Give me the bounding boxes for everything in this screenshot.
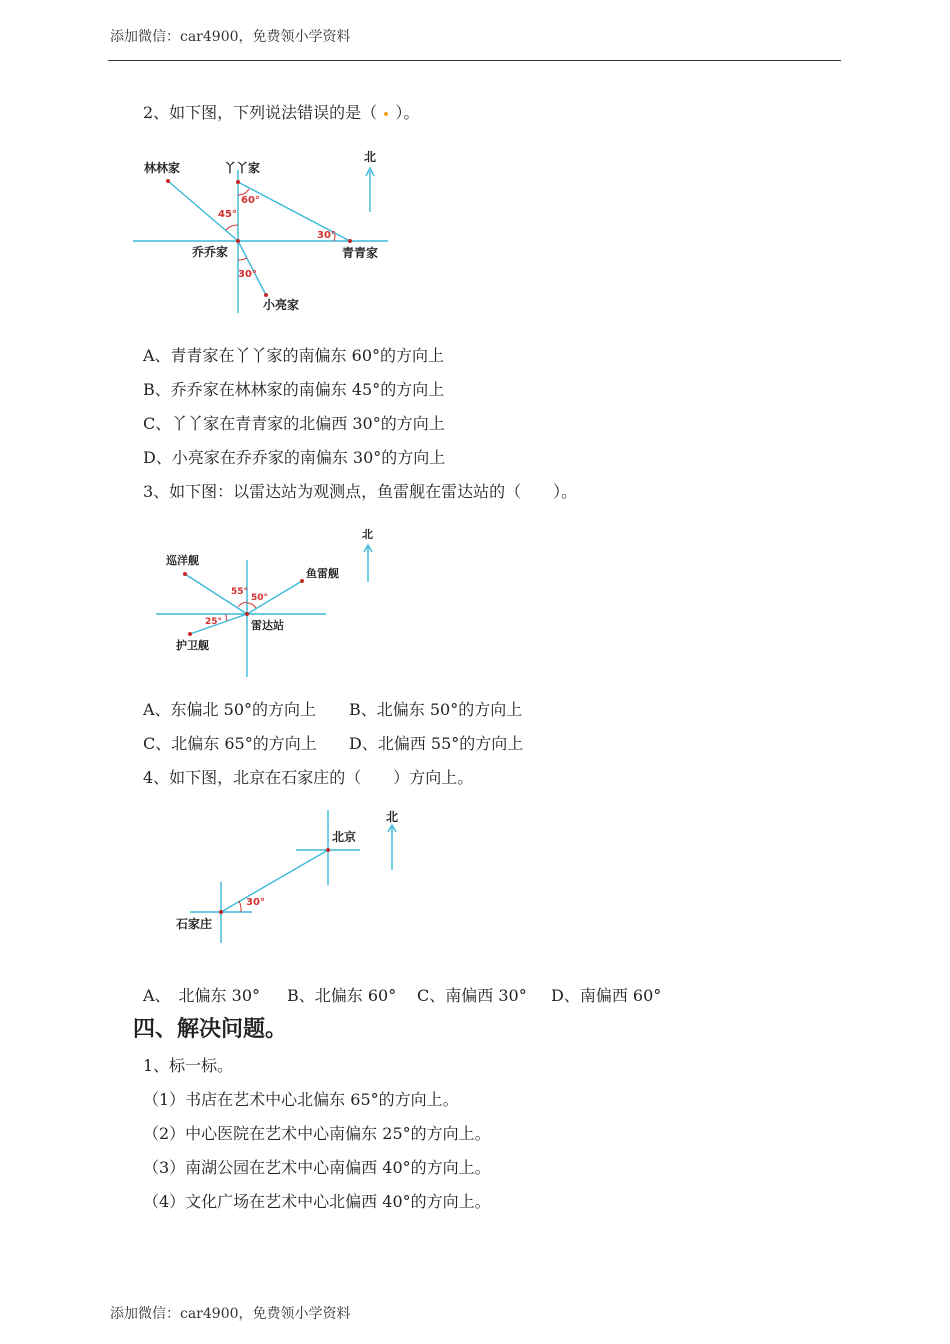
q4-arc-30 [239,901,241,912]
q3-north-label: 北 [362,528,373,541]
q2-dot-linlin [166,179,170,183]
q4-label-sjz: 石家庄 [176,917,213,931]
q3-option-a: A、东偏北 50°的方向上 [143,700,317,719]
q4-dot-sjz [219,910,223,914]
q3-angle-50: 50° [251,593,269,603]
q3-label-escort: 护卫舰 [176,639,209,652]
q3-stem: 3、如下图：以雷达站为观测点，鱼雷舰在雷达站的（ ）。 [143,482,578,501]
q2-option-c: C、丫丫家在青青家的北偏西 30°的方向上 [143,414,445,433]
q4-connecting-line [221,850,328,912]
q4-option-c: C、南偏西 30° [417,986,527,1005]
q3-option-b: B、北偏东 50°的方向上 [349,700,523,719]
q2-north-label: 北 [364,150,377,164]
q2-arc-30-south [238,258,247,260]
q2-figure [130,145,400,320]
q3-dot-cruiser [183,572,187,576]
answer-blank-mark [384,112,388,116]
q4-option-d: D、南偏西 60° [551,986,662,1005]
q2-option-a: A、青青家在丫丫家的南偏东 60°的方向上 [143,346,445,365]
q4-stem [143,765,473,788]
q4-dot-beijing [326,848,330,852]
q2-angle-30-south: 30° [238,269,257,280]
q2-label-xiaoliang: 小亮家 [263,298,300,312]
q2-label-yaya: 丫丫家 [224,161,261,175]
q3-figure [150,525,390,685]
q4-stem-end: 在石家庄的（ ）方向上。 [265,768,474,787]
section-heading: 四、解决问题。 [133,1017,288,1042]
q3-angle-25: 25° [205,617,223,627]
q2-dot-xiaoliang [264,293,268,297]
q3-option-c: C、北偏东 65°的方向上 [143,734,317,753]
q2-label-qiaoqiao: 乔乔家 [192,245,229,259]
q3-angle-55: 55° [231,587,249,597]
q4-label-beijing: 北京 [332,830,357,844]
s4-item-1: （1）书店在艺术中心北偏东 65°的方向上。 [143,1090,459,1109]
q3-dot-escort [188,632,192,636]
page-header: 添加微信：car4900，免费领小学资料 [110,29,351,45]
q2-option-b: B、乔乔家在林林家的南偏东 45°的方向上 [143,380,445,399]
q3-label-cruiser: 巡洋舰 [166,554,199,567]
q3-dot-torpedo [300,579,304,583]
q2-arc-45 [226,225,238,230]
q4-north-label: 北 [386,810,399,824]
s4-q1-stem: 1、标一标。 [143,1056,234,1075]
q3-arc-25 [226,614,227,621]
q2-dot-yaya [236,180,240,184]
s4-item-2: （2）中心医院在艺术中心南偏东 25°的方向上。 [143,1124,491,1143]
s4-item-4: （4）文化广场在艺术中心北偏西 40°的方向上。 [143,1192,491,1211]
q3-option-d: D、北偏西 55°的方向上 [349,734,524,753]
q2-angle-60: 60° [241,195,260,206]
q4-figure [170,805,410,950]
header-rule [108,60,841,61]
q2-label-qingqing: 青青家 [342,246,379,260]
q3-label-torpedo: 鱼雷舰 [306,567,339,580]
q2-dot-qiaoqiao [236,239,240,243]
q4-stem-start: 4、如下图，北京 [143,768,266,787]
q3-label-radar: 雷达站 [251,619,284,632]
q2-option-d: D、小亮家在乔乔家的南偏东 30°的方向上 [143,448,446,467]
q3-dot-radar [245,612,249,616]
q4-angle-30: 30° [246,897,265,908]
q3-arc-55 [238,602,247,607]
q2-angle-30-east: 30° [317,230,336,241]
q2-line-xiaoliang [238,241,266,295]
q2-stem [143,100,419,123]
q4-option-a: A、 北偏东 30° [143,986,261,1005]
q2-stem-start: 2、如下图，下列说法错误的是（ [143,103,378,122]
q2-label-linlin: 林林家 [144,161,181,175]
q4-option-b: B、北偏东 60° [287,986,397,1005]
q2-dot-qingqing [348,239,352,243]
q2-stem-end: ）。 [395,103,420,122]
s4-item-3: （3）南湖公园在艺术中心南偏西 40°的方向上。 [143,1158,491,1177]
page-footer: 添加微信：car4900，免费领小学资料 [110,1306,351,1322]
q2-angle-45: 45° [218,209,237,220]
q3-arc-50 [247,603,256,608]
